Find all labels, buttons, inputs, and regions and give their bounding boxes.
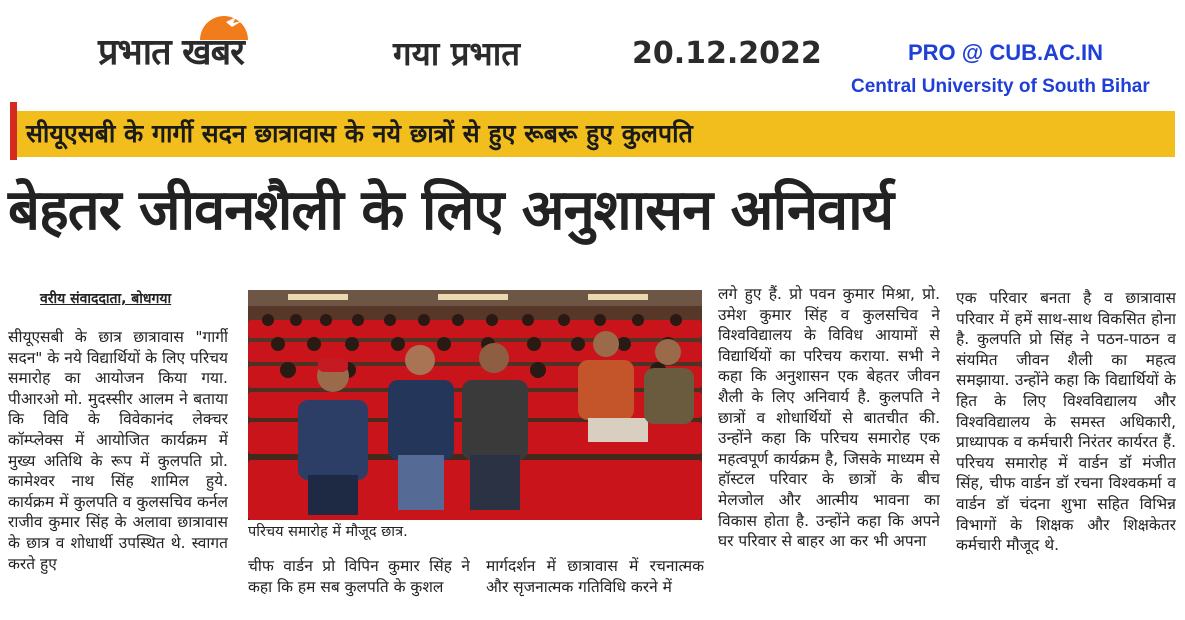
newspaper-logo: प्रभात खबर bbox=[98, 32, 244, 73]
article-column-3 bbox=[486, 556, 704, 608]
column-3-text: मार्गदर्शन में छात्रावास में रचनात्मक और सृजनात्मक गतिविधि करने में bbox=[486, 557, 704, 596]
kicker-accent-bar bbox=[10, 102, 17, 160]
byline: वरीय संवाददाता, बोधगया bbox=[40, 291, 172, 307]
article-column-1 bbox=[8, 327, 228, 607]
column-2-text: चीफ वार्डन प्रो विपिन कुमार सिंह ने कहा कि हम सब कुलपति के कुशल bbox=[248, 557, 470, 596]
source-pro: PRO @ CUB.AC.IN bbox=[908, 40, 1104, 65]
column-5-text: एक परिवार बनता है व छात्रावास परिवार में हमें साथ-साथ विकसित होना है. कुलपति प्रो सिंह ने पठन-पाठन व संयमित जीवन शैली का महत्व समझाया. उन्होंने कहा कि विद्यार्थियों के हित के लिए विश्वविद्यालय और विश्वविद्यालय के समस्त अधिकारी, प्राध्यापक व कर्मचारी निरंतर कार्यरत हैं. परिचय समारोह में वार्डन डॉ मंजीत सिंह, चीफ वार्डन डॉ रचना विश्वकर्मा व वार्डन डॉ चंदना शुभा सहित विभिन्न विभागों के शिक्षक और शिक्षकेतर कर्मचारी मौजूद थे. bbox=[956, 289, 1176, 555]
source-university: Central University of South Bihar bbox=[851, 76, 1150, 97]
article-column-4 bbox=[718, 284, 940, 608]
kicker-headline: सीयूएसबी के गार्गी सदन छात्रावास के नये छात्रों से हुए रूबरू हुए कुलपति bbox=[26, 119, 693, 148]
column-1-text: सीयूएसबी के छात्र छात्रावास "गार्गी सदन" के नये विद्यार्थियों के लिए परिचय समारोह का आयोजन किया गया. पीआरओ मो. मुदस्सीर आलम ने बताया कि विवि के विवेकानंद लेक्चर कॉम्प्लेक्स में आयोजित कार्यक्रम में मुख्य अतिथि के रूप में कुलपति प्रो. कामेश्वर नाथ सिंह शामिल हुये. कार्यक्रम में कुलपति व कुलसचिव कर्नल राजीव कुमार सिंह के अलावा छात्रावास के छात्र व शोधार्थी उपस्थित थे. स्वागत करते हुए bbox=[8, 328, 228, 573]
main-headline: बेहतर जीवनशैली के लिए अनुशासन अनिवार्य bbox=[8, 178, 894, 243]
photo-caption: परिचय समारोह में मौजूद छात्र. bbox=[248, 524, 408, 540]
edition-name: गया प्रभात bbox=[393, 34, 521, 73]
event-photo bbox=[248, 290, 702, 520]
article-column-2 bbox=[248, 556, 470, 608]
article-column-5 bbox=[956, 288, 1176, 608]
issue-date: 20.12.2022 bbox=[632, 36, 822, 71]
column-4-text: लगे हुए हैं. प्रो पवन कुमार मिश्रा, प्रो. उमेश कुमार सिंह व कुलसचिव ने विश्वविद्यालय के विविध आयामों से विद्यार्थियों का परिचय कराया. सभी ने कहा कि अनुशासन एक बेहतर जीवन शैली के लिए अनिवार्य है. कुलपति ने छात्रों व शोधार्थियों से बातचीत की. उन्होंने कहा कि परिचय समारोह एक महत्वपूर्ण कार्यक्रम है, जिसके माध्यम से हॉस्टल परिवार के छात्रों के बीच मेलजोल और आत्मीय भावना का विकास होता है. उन्होंने कहा कि अपने घर परिवार से बाहर आ कर भी अपना bbox=[718, 285, 940, 551]
